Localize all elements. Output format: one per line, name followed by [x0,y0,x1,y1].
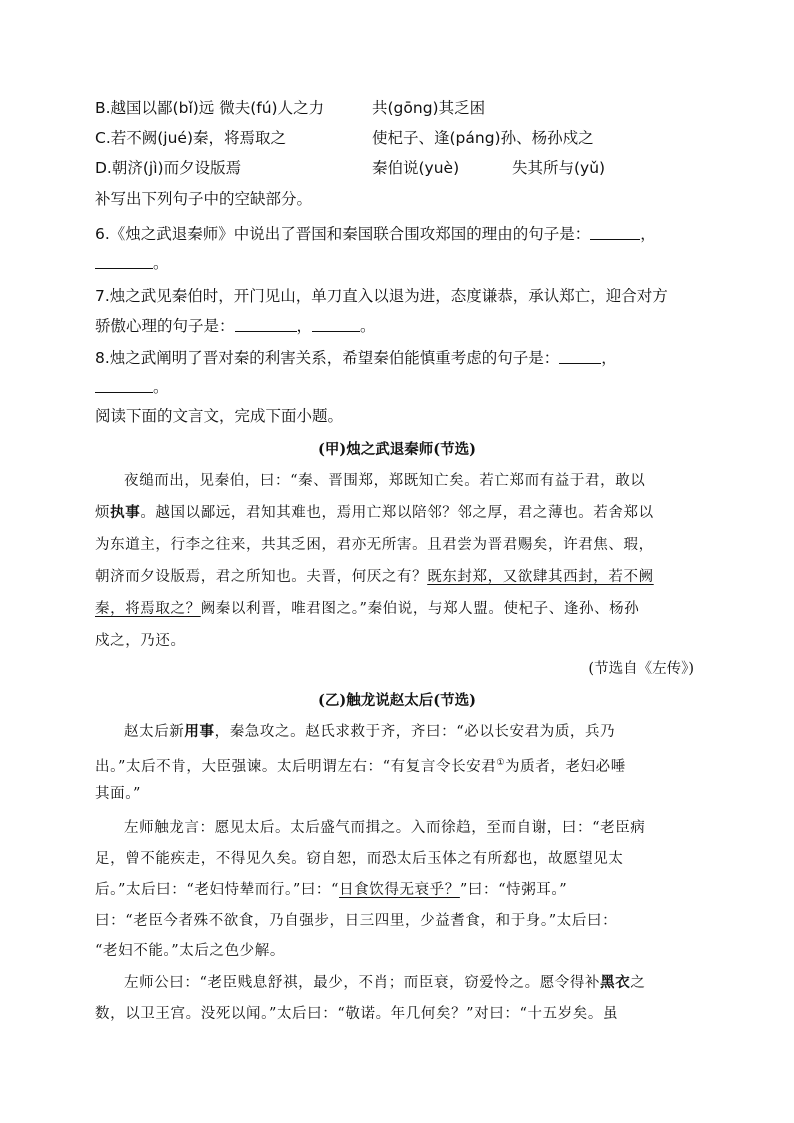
passage-a-line: 戍之，乃还。 [95,633,186,649]
answer-blank[interactable] [559,348,601,364]
passage-b-line: 出。”太后不肯，大臣强谏。太后明谓左右：“有复言令长安君①为质者，老妇必唾 [95,758,626,775]
comma: ， [601,349,617,367]
passage-a-title: (甲)烛之武退秦师(节选) [318,441,476,458]
period: 。 [153,254,169,272]
question-6-cont [95,253,169,273]
passage-b-line: 左师公曰：“老臣贱息舒祺，最少，不肖；而臣衰，窃爱怜之。愿令得补黑衣之 [124,974,646,991]
question-8 [95,348,617,368]
question-7-text: 骄傲心理的句子是： [95,317,235,335]
question-7: 7.烛之武见秦伯时，开门见山，单刀直入以退为进，态度谦恭，承认郑亡，迎合对方 [95,287,668,305]
answer-blank[interactable] [235,316,297,332]
question-6 [95,224,656,244]
option-d [95,158,606,178]
passage-b-line: 赵太后新用事，秦急攻之。赵氏求救于齐，齐曰：“必以长安君为质，兵乃 [124,723,616,740]
bold-term: 黑衣 [600,974,631,991]
option-b [95,98,486,118]
period: 。 [153,378,169,396]
passage-a-line: 秦，将焉取之？阙秦以利晋，唯君图之。”秦伯说，与郑人盟。使杞子、逢孙、杨孙 [95,601,640,617]
question-6-text: 6.《烛之武退秦师》中说出了晋国和秦国联合围攻郑国的理由的句子是： [95,225,591,243]
passage-b-line: 曰：“老臣今者殊不欲食，乃自强步，日三四里，少益耆食，和于身。”太后曰： [95,913,618,929]
comma: ， [296,317,313,335]
passage-b-line: 足，曾不能疾走，不得见久矣。窃自恕，而恐太后玉体之有所郄也，故愿望见太 [95,851,624,867]
bold-term: 执事 [110,504,141,521]
question-8-text: 8.烛之武阐明了晋对秦的利害关系，希望秦伯能慎重考虑的句子是： [95,349,560,367]
option-b-col1: B.越国以鄙(bǐ)远 微夫(fú)人之力 [95,99,325,117]
period: 。 [360,317,376,335]
answer-blank[interactable] [590,224,640,240]
option-b-col2: 共(gōng)其乏困 [372,99,486,117]
instruction-read: 阅读下面的文言文，完成下面小题。 [95,407,344,425]
question-8-cont [95,377,169,397]
answer-blank[interactable] [95,253,153,269]
option-c [95,128,594,148]
answer-blank[interactable] [95,377,153,393]
passage-b-line: 其面。” [95,786,142,802]
passage-a-line: 烦执事。越国以鄙远，君知其难也，焉用亡郑以陪邻？邻之厚，君之薄也。若舍郑以 [95,504,654,521]
passage-b-line: “老妇不能。”太后之色少解。 [95,943,285,959]
option-d-col1: D.朝济(jì)而夕设版焉 [95,159,242,177]
comma: ， [640,225,656,243]
option-d-col2: 秦伯说(yuè) [372,159,460,177]
underlined-sentence: 秦，将焉取之？ [95,601,201,617]
option-c-col1: C.若不阙(jué)秦，将焉取之 [95,129,287,147]
answer-blank[interactable] [312,316,360,332]
passage-a-line: 夜缒而出，见秦伯，曰：“秦、晋围郑，郑既知亡矣。若亡郑而有益于君，敢以 [124,473,646,489]
passage-b-line: 数，以卫王宫。没死以闻。”太后曰：“敬诺。年几何矣？”对曰：“十五岁矣。虽 [95,1006,619,1022]
passage-a-line: 朝济而夕设版焉，君之所知也。夫晋，何厌之有？既东封郑，又欲肆其西封，若不阙 [95,569,654,585]
passage-b-title: (乙)触龙说赵太后(节选) [318,692,476,709]
bold-term: 用事 [184,723,215,740]
passage-b-line: 后。”太后曰：“老妇恃辇而行。”曰：“日食饮得无衰乎？”曰：“恃粥耳。” [95,882,568,898]
instruction-fill: 补写出下列句子中的空缺部分。 [95,190,313,208]
passage-a-line: 为东道主，行李之往来，共其乏困，君亦无所害。且君尝为晋君赐矣，许君焦、瑕， [95,537,654,553]
footnote-marker: ① [496,758,506,768]
question-7-cont [95,316,376,336]
passage-b-line: 左师触龙言：愿见太后。太后盛气而揖之。入而徐趋，至而自谢，曰：“老臣病 [124,820,646,836]
underlined-sentence: 既东封郑，又欲肆其西封，若不阙 [427,569,654,585]
passage-a-source: (节选自《左传》) [588,661,694,677]
underlined-sentence: 日食饮得无衰乎？ [339,882,460,898]
option-d-col3: 失其所与(yǔ) [512,159,606,177]
option-c-col2: 使杞子、逢(páng)孙、杨孙戍之 [372,129,594,147]
